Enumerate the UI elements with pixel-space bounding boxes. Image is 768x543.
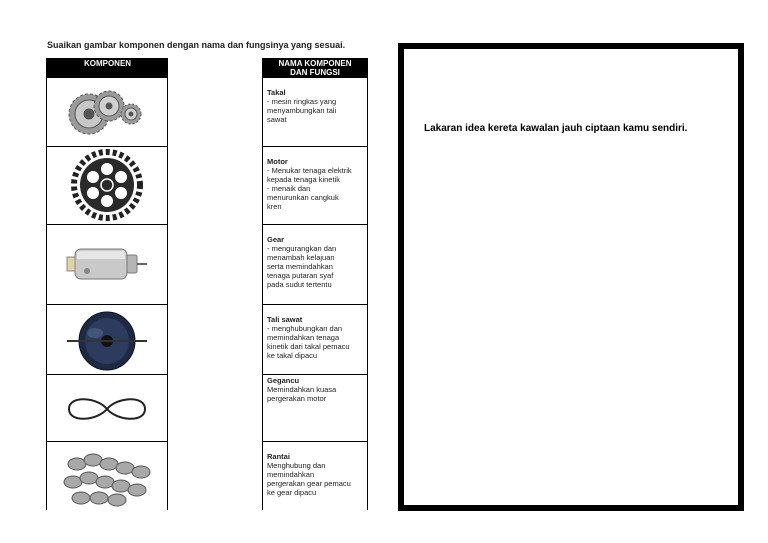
component-name: Motor [267,157,288,166]
belt-icon [47,375,167,442]
component-cell [47,78,168,147]
component-column [46,58,168,510]
name-function-cell [263,78,367,147]
name-function-column [262,58,368,510]
chain-icon [47,442,167,510]
component-function: Menghubung dan memindahkan pergerakan gear pemacu ke gear dipacu [267,461,351,497]
component-cell [47,225,168,305]
name-function-cell [263,442,367,510]
component-name: Gear [267,235,285,244]
component-function: - mesin ringkas yang menyambungkan tali sawat [267,97,337,124]
component-function: - mengurangkan dan menambah kelajuan serta memindahkan tenaga putaran syaf pada sudut tertentu [267,244,337,289]
component-cell [47,375,168,442]
component-cell [47,442,168,510]
component-function: Memindahkan kuasa pergerakan motor [267,385,337,403]
name-function-cell [263,305,367,375]
component-header: KOMPONEN [47,58,168,78]
component-name: Takal [267,88,286,97]
component-name: Rantai [267,452,290,461]
name-function-cell [263,225,367,305]
component-cell [47,305,168,375]
name-function-cell [263,147,367,225]
component-cell [47,147,168,225]
pulley-icon [47,305,167,375]
matching-table [46,58,368,510]
component-name: Gegancu [267,376,300,385]
sprocket-icon [47,147,167,225]
sketch-box [398,43,744,511]
sketch-title: Lakaran idea kereta kawalan jauh ciptaan kamu sendiri. [424,123,688,134]
component-function: - Menukar tenaga elektrik kepada tenaga kinetik - menaik dan menurunkan cangkuk kren [267,166,352,211]
gear-train-icon [47,78,167,147]
component-name: Tali sawat [267,315,303,324]
component-function: - menghubungkan dan memindahkan tenaga kinetik dari takal pemacu ke takal dipacu [267,324,350,360]
name-function-cell [263,375,367,442]
name-function-header: NAMA KOMPONEN DAN FUNGSI [263,58,367,78]
motor-icon [47,225,167,305]
instruction-text: Suaikan gambar komponen dengan nama dan fungsinya yang sesuai. [47,40,346,50]
